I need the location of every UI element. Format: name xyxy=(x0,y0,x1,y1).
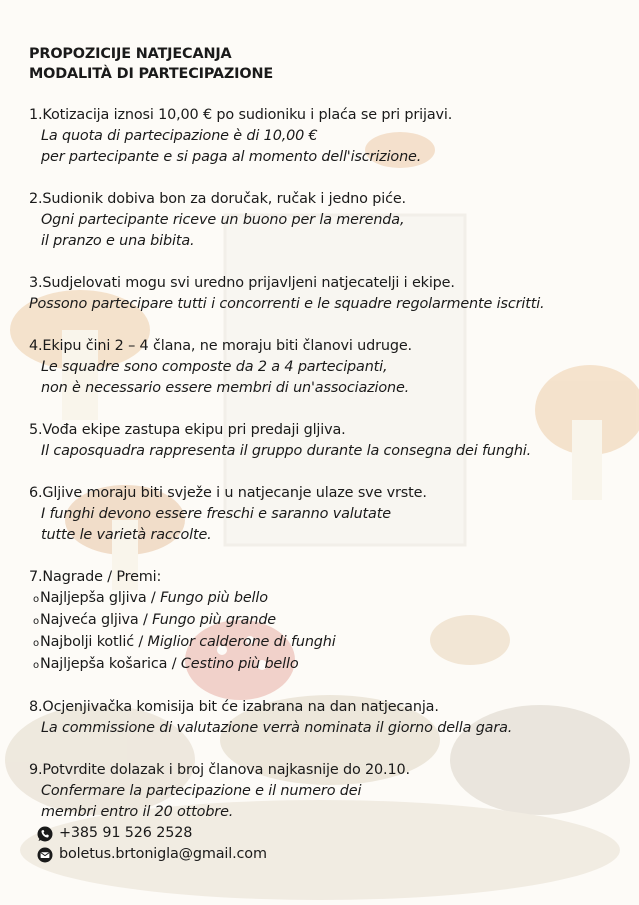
rule-9 xyxy=(29,760,619,865)
rule-text-hr: 3.Sudjelovati mogu svi uredno prijavljeni natjecatelji i ekipe. xyxy=(29,275,455,291)
rule-text-it: non è necessario essere membri di un'associazione. xyxy=(41,380,410,396)
rule-text-hr: 1.Kotizacija iznosi 10,00 € po sudioniku i plaća se pri prijavi. xyxy=(29,107,453,123)
contact-email[interactable] xyxy=(29,844,619,865)
rule-text-hr: 6.Gljive moraju biti svježe i u natjecanje ulaze sve vrste. xyxy=(29,485,427,501)
rule-text-it: La quota di partecipazione è di 10,00 € xyxy=(41,128,318,144)
rule-4 xyxy=(29,336,619,399)
rule-text-it: I funghi devono essere freschi e saranno valutate xyxy=(41,506,391,522)
phone-number: +385 91 526 2528 xyxy=(59,825,193,841)
rule-text-it: Le squadre sono composte da 2 a 4 partecipanti, xyxy=(41,359,388,375)
rule-text-it: il pranzo e una bibita. xyxy=(41,233,195,249)
rule-text-it: Ogni partecipante riceve un buono per la merenda, xyxy=(41,212,405,228)
rule-text-hr: 2.Sudionik dobiva bon za doručak, ručak i jedno piće. xyxy=(29,191,406,207)
rule-text-hr: 7.Nagrade / Premi: xyxy=(29,569,162,585)
prize-item xyxy=(29,588,619,610)
bullet: o xyxy=(33,616,39,627)
phone-icon xyxy=(37,826,53,842)
bullet: o xyxy=(33,660,39,671)
prize-label-hr: Najveća gljiva / xyxy=(39,612,148,628)
prize-item xyxy=(29,632,619,654)
rule-text-hr: 9.Potvrdite dolazak i broj članova najkasnije do 20.10. xyxy=(29,762,410,778)
email-address: boletus.brtonigla@gmail.com xyxy=(59,846,267,862)
rule-text-hr: 4.Ekipu čini 2 – 4 člana, ne moraju biti članovi udruge. xyxy=(29,338,412,354)
prize-label-hr: Najbolji kotlić / xyxy=(39,634,144,650)
email-icon xyxy=(37,847,53,863)
rule-text-it: Confermare la partecipazione e il numero dei xyxy=(41,783,362,799)
rule-1 xyxy=(29,105,619,168)
bullet: o xyxy=(33,638,39,649)
rule-text-it: membri entro il 20 ottobre. xyxy=(41,804,234,820)
rule-text-hr: 5.Vođa ekipe zastupa ekipu pri predaji gljiva. xyxy=(29,422,346,438)
document-title-hr: PROPOZICIJE NATJECANJA xyxy=(29,46,232,62)
rule-7 xyxy=(29,567,619,676)
rule-6 xyxy=(29,483,619,546)
rule-text-it: La commissione di valutazione verrà nominata il giorno della gara. xyxy=(41,720,513,736)
rule-8 xyxy=(29,697,619,739)
rule-text-it: Il caposquadra rappresenta il gruppo durante la consegna dei funghi. xyxy=(41,443,532,459)
rule-text-it: Possono partecipare tutti i concorrenti e le squadre regolarmente iscritti. xyxy=(29,296,545,312)
prize-label-it: Cestino più bello xyxy=(180,656,299,672)
prize-item xyxy=(29,654,619,676)
prize-label-hr: Najljepša košarica / xyxy=(39,656,177,672)
rule-3 xyxy=(29,273,619,315)
prize-label-hr: Najljepša gljiva / xyxy=(39,590,156,606)
rules-document xyxy=(29,44,619,865)
prize-label-it: Fungo più bello xyxy=(160,590,268,606)
bullet: o xyxy=(33,594,39,605)
prize-item xyxy=(29,610,619,632)
prize-label-it: Miglior calderone di funghi xyxy=(147,634,336,650)
contact-phone[interactable] xyxy=(29,823,619,844)
prize-label-it: Fungo più grande xyxy=(152,612,277,628)
rule-text-it: tutte le varietà raccolte. xyxy=(41,527,212,543)
rule-2 xyxy=(29,189,619,252)
rule-5 xyxy=(29,420,619,462)
document-title-it: MODALITÀ DI PARTECIPAZIONE xyxy=(29,66,274,82)
rule-text-hr: 8.Ocjenjivačka komisija bit će izabrana na dan natjecanja. xyxy=(29,699,439,715)
rule-text-it: per partecipante e si paga al momento dell'iscrizione. xyxy=(41,149,422,165)
